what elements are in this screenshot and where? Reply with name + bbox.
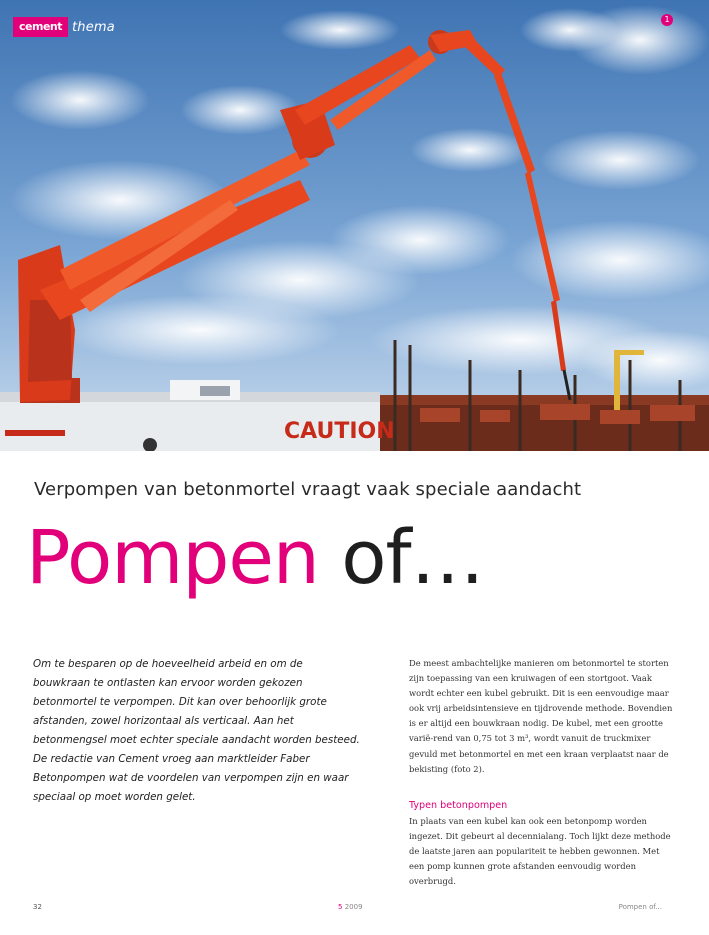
caution-label: CAUTION: [284, 419, 395, 444]
magazine-logo: cement: [13, 17, 68, 37]
article-kicker: Verpompen van betonmortel vraagt vaak speciale aandacht: [34, 479, 582, 500]
article-title: [26, 510, 484, 606]
article-intro: [33, 655, 363, 807]
page-number: 32: [33, 903, 42, 911]
body-paragraph-1: De meest ambachtelijke manieren om betonmortel te storten zijn toepassing van een kruiwagen of een stortgoot. Vaak wordt echter een kubel gebruikt. Dit is een eenvoudige maar ook vrij arbeidsintensieve en tijdrovende methode. Bovendien is er altijd een bouwkraan nodig. De kubel, met een grootte varië-rend van 0,75 tot 3 m³, wordt vanuit de truckmixer gevuld met betonmortel en met een kraan verplaatst naar de bekisting (foto 2).: [409, 658, 673, 774]
corner-badge: 1: [661, 14, 673, 26]
body-paragraph-2: In plaats van een kubel kan ook een betonpomp worden ingezet. Dit gebeurt al decennialang. Toch lijkt deze methode de laatste jaren aan populariteit te hebben gewonnen. Met een pomp kunnen grote afstanden eenvoudig worden overbrugd.: [409, 816, 671, 887]
issue-year: 2009: [344, 903, 363, 911]
concrete-pump-illustration: [0, 0, 709, 451]
section-subhead: Typen betonpompen: [409, 800, 508, 811]
issue-number: 5: [338, 903, 343, 911]
body-column: [409, 656, 674, 777]
intro-paragraph: Om te besparen op de hoeveelheid arbeid en om de bouwkraan te ontlasten kan ervoor worden gekozen betonmortel te verpompen. Dit kan over behoorlijk grote afstanden, zowel horizontaal als verticaal. Aan het betonmengsel moet echter speciale aandacht worden besteed. De redactie van Cement vroeg aan marktleider Faber Betonpompen wat de voordelen van verpompen zijn en waar speciaal op moet worden gelet.: [33, 658, 360, 803]
page-footer: [0, 903, 709, 917]
section-label: thema: [72, 19, 115, 35]
masthead: [13, 17, 115, 37]
title-rest: of…: [341, 515, 484, 601]
issue-label: [338, 903, 363, 911]
hero-photo: [0, 0, 709, 451]
body-column-2: [409, 814, 674, 889]
running-title: Pompen of...: [618, 903, 662, 911]
title-accent: Pompen: [26, 515, 319, 601]
